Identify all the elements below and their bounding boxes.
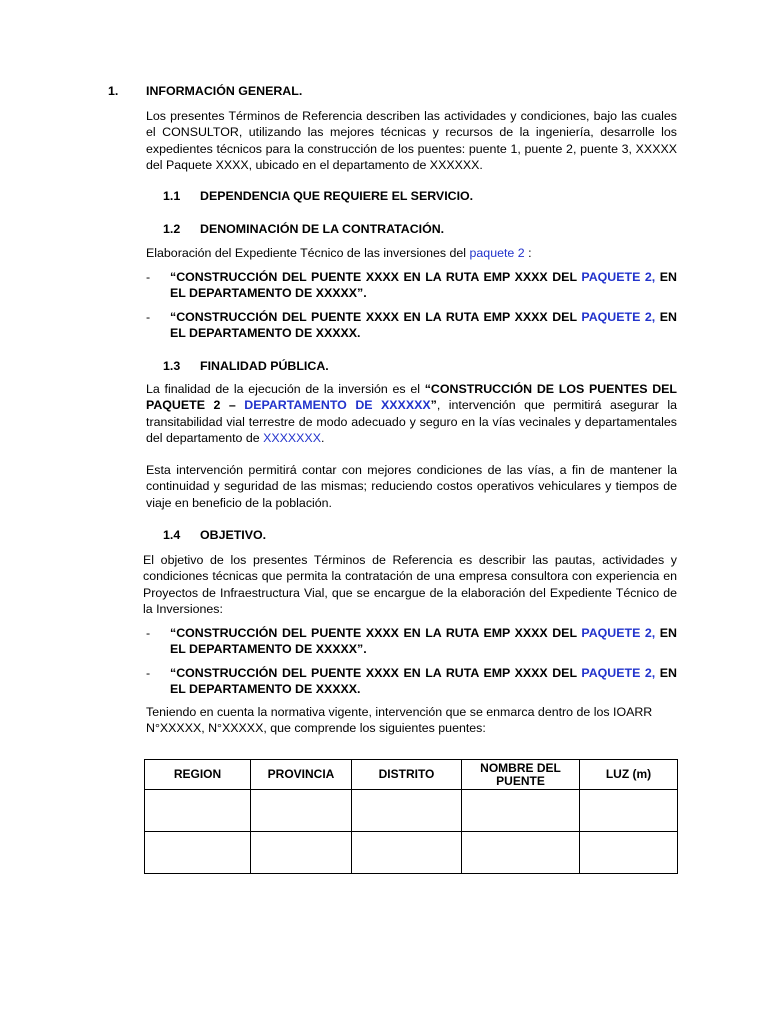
- bullet-text: “CONSTRUCCIÓN DEL PUENTE XXXX EN LA RUTA EMP XXXX DEL: [170, 270, 582, 284]
- table-header-row: [145, 760, 678, 790]
- contract-lead-paragraph: [146, 245, 677, 261]
- text-run-bold: ”: [430, 398, 437, 413]
- table-cell: [145, 832, 251, 874]
- table-cell: [145, 790, 251, 832]
- lead-end: :: [524, 246, 532, 260]
- bullet-dash: -: [146, 310, 151, 324]
- department-highlight: DEPARTAMENTO DE XXXXXX: [244, 398, 431, 413]
- table-cell: [462, 790, 580, 832]
- objective-paragraph: El objetivo de los presentes Términos de Referencia es describir las pautas, actividades y condiciones técnicas que permita la contratación de una empresa consultora con experiencia en Proyectos de Infraestructura Vial, que se encargue de la elaboración del Expediente Técnico de la Inversiones:: [143, 553, 677, 616]
- text-run: La finalidad de la ejecución de la inversión es el: [146, 382, 425, 396]
- bullet-dash: -: [146, 270, 151, 284]
- column-header-provincia: PROVINCIA: [251, 760, 352, 790]
- column-header-luz: LUZ (m): [580, 760, 678, 790]
- text-run: .: [320, 430, 325, 445]
- column-header-distrito: DISTRITO: [352, 760, 462, 790]
- context-paragraph: Teniendo en cuenta la normativa vigente, intervención que se enmarca dentro de los IOARR N°XXXXX, N°XXXXX, que comprende los siguientes puentes:: [146, 705, 653, 736]
- bullet-item: [146, 665, 677, 698]
- bullet-text-end: EN EL DEPARTAMENTO DE XXXXX”.: [170, 270, 678, 301]
- table-cell: [462, 832, 580, 874]
- bullet-item: [146, 269, 677, 302]
- bullet-text: “CONSTRUCCIÓN DEL PUENTE XXXX EN LA RUTA EMP XXXX DEL: [170, 310, 582, 324]
- subsection-number: 1.2: [163, 222, 181, 236]
- subsection-heading-1-4: [163, 527, 266, 543]
- table-cell: [251, 832, 352, 874]
- table-cell: [580, 790, 678, 832]
- section-heading: [108, 83, 302, 99]
- lead-text: Elaboración del Expediente Técnico de las inversiones del: [146, 246, 470, 260]
- bullet-text-end: EN EL DEPARTAMENTO DE XXXXX”.: [170, 626, 678, 657]
- text-run: , intervención que permitirá asegurar la transitabilidad vial terrestre de modo adecuado y seguro en la vías vecinales y departamentales del departamento de: [146, 398, 677, 445]
- bullet-item: [146, 309, 677, 342]
- subsection-title: FINALIDAD PÚBLICA.: [200, 359, 329, 373]
- column-header-region: REGION: [145, 760, 251, 790]
- package-highlight: paquete 2: [469, 246, 525, 260]
- bridges-table: [144, 759, 678, 874]
- table-row: [145, 832, 678, 874]
- table-cell: [580, 832, 678, 874]
- subsection-number: 1.1: [163, 189, 181, 203]
- table-row: [145, 790, 678, 832]
- bullet-dash: -: [146, 626, 151, 640]
- subsection-title: DENOMINACIÓN DE LA CONTRATACIÓN.: [200, 222, 445, 236]
- package-highlight: PAQUETE 2,: [581, 270, 656, 284]
- subsection-heading-1-2: [163, 221, 444, 237]
- package-highlight: PAQUETE 2,: [581, 310, 656, 324]
- subsection-heading-1-1: [163, 188, 473, 204]
- table-cell: [251, 790, 352, 832]
- department-highlight: XXXXXXX: [263, 430, 321, 445]
- text-run-bold: “CONSTRUCCIÓN DE LOS PUENTES DEL PAQUETE 2 –: [146, 382, 677, 413]
- section-number: 1.: [108, 84, 119, 98]
- bullet-text: “CONSTRUCCIÓN DEL PUENTE XXXX EN LA RUTA EMP XXXX DEL: [170, 666, 582, 680]
- table-cell: [352, 790, 462, 832]
- bullet-dash: -: [146, 666, 151, 680]
- bullet-text-end: EN EL DEPARTAMENTO DE XXXXX.: [170, 666, 678, 697]
- bullet-text-end: EN EL DEPARTAMENTO DE XXXXX.: [170, 310, 678, 341]
- intro-paragraph: Los presentes Términos de Referencia describen las actividades y condiciones, bajo las cuales el CONSULTOR, utilizando las mejores técnicas y recursos de la ingeniería, desarrolle los expedientes técnicos para la construcción de los puentes: puente 1, puente 2, puente 3, XXXXX del Paquete XXXX, ubicado en el departamento de XXXXXX.: [146, 109, 677, 172]
- purpose-paragraph-2: Esta intervención permitirá contar con mejores condiciones de las vías, a fin de mantener la continuidad y seguridad de las mismas; reduciendo costos operativos vehiculares y tiempos de viaje en beneficio de la población.: [146, 463, 677, 510]
- purpose-paragraph: [146, 381, 677, 446]
- subsection-number: 1.3: [163, 359, 181, 373]
- package-highlight: PAQUETE 2,: [581, 666, 656, 680]
- column-header-nombre-puente: NOMBRE DEL PUENTE: [462, 760, 580, 790]
- subsection-heading-1-3: [163, 358, 329, 374]
- subsection-number: 1.4: [163, 528, 181, 542]
- bullet-item: [146, 625, 677, 658]
- table-cell: [352, 832, 462, 874]
- section-title: INFORMACIÓN GENERAL.: [146, 84, 303, 98]
- package-highlight: PAQUETE 2,: [581, 626, 656, 640]
- subsection-title: OBJETIVO.: [200, 528, 267, 542]
- subsection-title: DEPENDENCIA QUE REQUIERE EL SERVICIO.: [200, 189, 474, 203]
- bullet-text: “CONSTRUCCIÓN DEL PUENTE XXXX EN LA RUTA EMP XXXX DEL: [170, 626, 582, 640]
